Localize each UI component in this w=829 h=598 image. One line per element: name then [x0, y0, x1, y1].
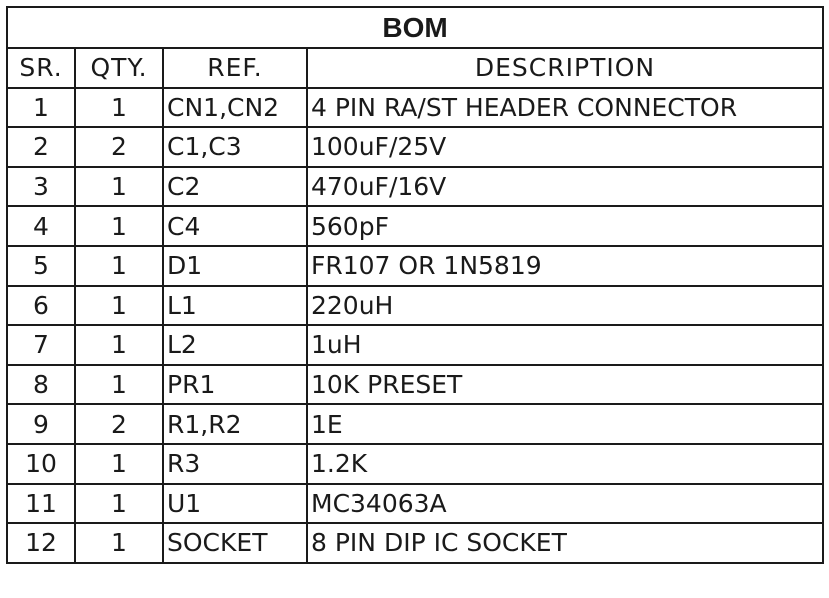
- description-cell: MC34063A: [307, 484, 823, 524]
- table-row: [7, 404, 823, 444]
- table-row: [7, 127, 823, 167]
- qty-cell: 2: [75, 404, 163, 444]
- ref-cell: L2: [163, 325, 307, 365]
- description-cell: FR107 OR 1N5819: [307, 246, 823, 286]
- description-cell: 8 PIN DIP IC SOCKET: [307, 523, 823, 563]
- sr-cell: 5: [7, 246, 75, 286]
- description-cell: 1uH: [307, 325, 823, 365]
- sr-cell: 2: [7, 127, 75, 167]
- table-row: [7, 444, 823, 484]
- description-cell: 470uF/16V: [307, 167, 823, 207]
- ref-cell: L1: [163, 286, 307, 326]
- sr-cell: 8: [7, 365, 75, 405]
- qty-cell: 1: [75, 246, 163, 286]
- ref-cell: C4: [163, 206, 307, 246]
- description-cell: 220uH: [307, 286, 823, 326]
- sr-cell: 11: [7, 484, 75, 524]
- qty-cell: 1: [75, 286, 163, 326]
- table-row: [7, 365, 823, 405]
- sr-cell: 10: [7, 444, 75, 484]
- description-cell: 4 PIN RA/ST HEADER CONNECTOR: [307, 88, 823, 128]
- ref-cell: SOCKET: [163, 523, 307, 563]
- sr-cell: 12: [7, 523, 75, 563]
- sr-cell: 3: [7, 167, 75, 207]
- table-row: [7, 523, 823, 563]
- description-cell: 100uF/25V: [307, 127, 823, 167]
- qty-cell: 1: [75, 365, 163, 405]
- qty-cell: 1: [75, 444, 163, 484]
- sr-cell: 9: [7, 404, 75, 444]
- ref-cell: R3: [163, 444, 307, 484]
- table-row: [7, 286, 823, 326]
- description-cell: 1.2K: [307, 444, 823, 484]
- header-row: [7, 48, 823, 88]
- ref-cell: C1,C3: [163, 127, 307, 167]
- sr-cell: 7: [7, 325, 75, 365]
- qty-cell: 2: [75, 127, 163, 167]
- table-row: [7, 206, 823, 246]
- ref-cell: PR1: [163, 365, 307, 405]
- ref-cell: CN1,CN2: [163, 88, 307, 128]
- qty-cell: 1: [75, 88, 163, 128]
- sr-cell: 1: [7, 88, 75, 128]
- title-row: [7, 7, 823, 48]
- qty-cell: 1: [75, 523, 163, 563]
- column-header-qty: QTY.: [75, 48, 163, 88]
- ref-cell: U1: [163, 484, 307, 524]
- table-row: [7, 167, 823, 207]
- column-header-sr: SR.: [7, 48, 75, 88]
- qty-cell: 1: [75, 484, 163, 524]
- table-row: [7, 246, 823, 286]
- column-header-description: DESCRIPTION: [307, 48, 823, 88]
- column-header-ref: REF.: [163, 48, 307, 88]
- qty-cell: 1: [75, 325, 163, 365]
- table-row: [7, 88, 823, 128]
- qty-cell: 1: [75, 167, 163, 207]
- bom-table: [6, 6, 824, 564]
- ref-cell: R1,R2: [163, 404, 307, 444]
- table-row: [7, 484, 823, 524]
- description-cell: 10K PRESET: [307, 365, 823, 405]
- table-row: [7, 325, 823, 365]
- ref-cell: D1: [163, 246, 307, 286]
- qty-cell: 1: [75, 206, 163, 246]
- description-cell: 560pF: [307, 206, 823, 246]
- description-cell: 1E: [307, 404, 823, 444]
- table-title: BOM: [7, 7, 823, 48]
- sr-cell: 6: [7, 286, 75, 326]
- ref-cell: C2: [163, 167, 307, 207]
- sr-cell: 4: [7, 206, 75, 246]
